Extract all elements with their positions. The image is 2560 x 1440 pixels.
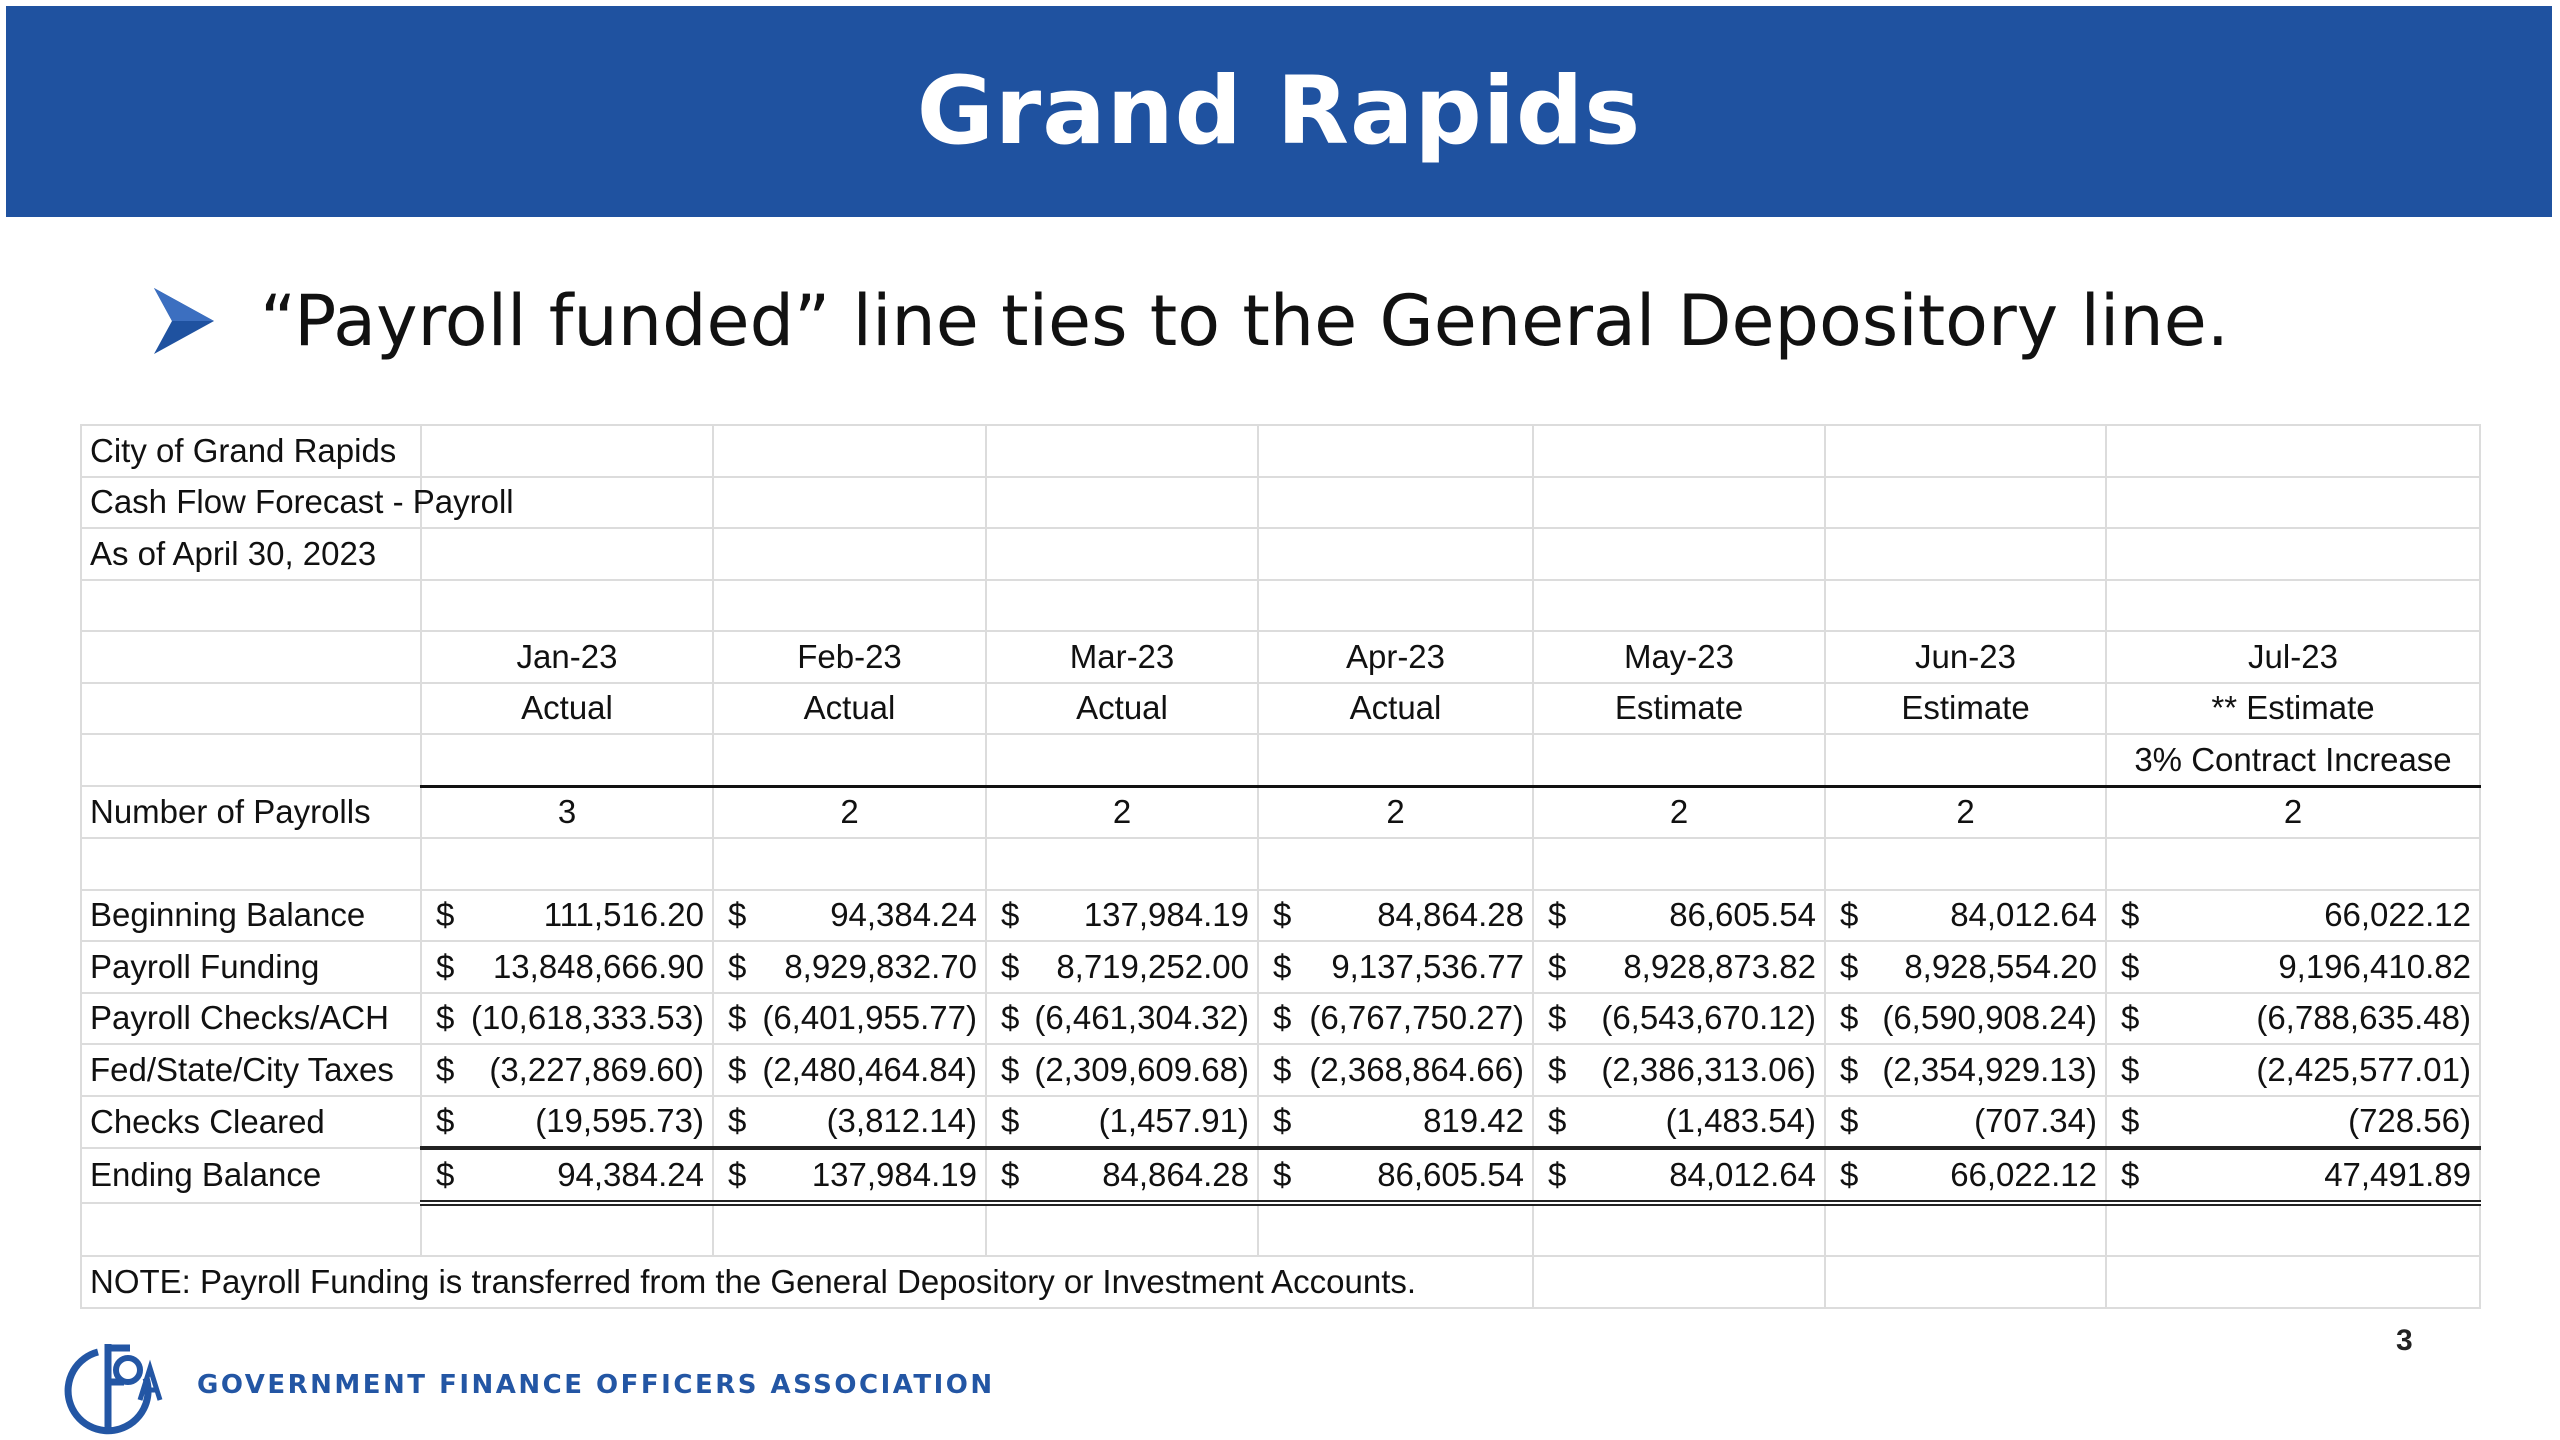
table-cell: [986, 425, 1258, 477]
money-cell: [1258, 890, 1533, 942]
title-line: Cash Flow Forecast - Payroll: [81, 477, 421, 529]
amount: (2,309,609.68): [1034, 1050, 1249, 1088]
month-header: Apr-23: [1258, 631, 1533, 683]
currency-symbol: $: [1548, 1155, 1567, 1193]
amount: 84,012.64: [1669, 1155, 1816, 1193]
table-cell: [2106, 838, 2480, 890]
table-row: [81, 993, 2480, 1045]
amount: (6,401,955.77): [762, 999, 977, 1037]
table-note: NOTE: Payroll Funding is transferred from the General Depository or Investment Accounts.: [81, 1256, 1533, 1308]
currency-symbol: $: [436, 1155, 455, 1193]
contract-increase-note: 3% Contract Increase: [2106, 734, 2480, 786]
table-cell: [713, 734, 986, 786]
amount: 9,137,536.77: [1331, 947, 1524, 985]
title-line: As of April 30, 2023: [81, 528, 421, 580]
currency-symbol: $: [1548, 1102, 1567, 1140]
currency-symbol: $: [1840, 947, 1859, 985]
table-row: [81, 1044, 2480, 1096]
money-cell: [1825, 941, 2106, 993]
money-cell: [2106, 1148, 2480, 1203]
money-cell: [986, 1148, 1258, 1203]
currency-symbol: $: [728, 947, 747, 985]
amount: (3,227,869.60): [489, 1050, 704, 1088]
money-cell: [421, 1044, 713, 1096]
table-cell: [2106, 528, 2480, 580]
money-cell: [986, 1044, 1258, 1096]
amount: 13,848,666.90: [492, 947, 704, 985]
table-cell: [1533, 477, 1825, 529]
row-label: Checks Cleared: [81, 1096, 421, 1149]
row-label: Ending Balance: [81, 1148, 421, 1203]
money-cell: [2106, 941, 2480, 993]
table-cell: [1825, 477, 2106, 529]
currency-symbol: $: [1273, 1050, 1292, 1088]
month-header: Jun-23: [1825, 631, 2106, 683]
amount: 66,022.12: [2324, 896, 2471, 934]
money-cell: [1533, 941, 1825, 993]
amount: 86,605.54: [1377, 1155, 1524, 1193]
money-cell: [421, 1096, 713, 1149]
table-cell: [81, 838, 421, 890]
table-cell: [1258, 477, 1533, 529]
amount: 8,928,873.82: [1623, 947, 1816, 985]
currency-symbol: $: [1548, 947, 1567, 985]
amount: 8,929,832.70: [784, 947, 977, 985]
money-cell: [1258, 941, 1533, 993]
type-header: Estimate: [1825, 683, 2106, 735]
money-cell: [2106, 1096, 2480, 1149]
table-cell: [1533, 528, 1825, 580]
payroll-count: 2: [713, 786, 986, 838]
currency-symbol: $: [2121, 1102, 2140, 1140]
amount: (2,386,313.06): [1601, 1050, 1816, 1088]
type-header: Actual: [1258, 683, 1533, 735]
currency-symbol: $: [1273, 947, 1292, 985]
table-cell: [1533, 580, 1825, 632]
table-row: [81, 1096, 2480, 1149]
organization-name: GOVERNMENT FINANCE OFFICERS ASSOCIATION: [197, 1370, 995, 1400]
currency-symbol: $: [1840, 1050, 1859, 1088]
money-cell: [1533, 1096, 1825, 1149]
money-cell: [1533, 993, 1825, 1045]
amount: 66,022.12: [1950, 1155, 2097, 1193]
table-cell: [1825, 528, 2106, 580]
money-cell: [1533, 1148, 1825, 1203]
currency-symbol: $: [1840, 896, 1859, 934]
amount: (707.34): [1974, 1102, 2097, 1140]
table-cell: [2106, 425, 2480, 477]
table-cell: [2106, 1256, 2480, 1308]
row-label: Fed/State/City Taxes: [81, 1044, 421, 1096]
currency-symbol: $: [436, 947, 455, 985]
payroll-count: 3: [421, 786, 713, 838]
table-cell: [421, 528, 713, 580]
currency-symbol: $: [1273, 1102, 1292, 1140]
payroll-count: 2: [986, 786, 1258, 838]
money-cell: [713, 890, 986, 942]
money-cell: [713, 993, 986, 1045]
table-cell: [713, 425, 986, 477]
month-header: Feb-23: [713, 631, 986, 683]
currency-symbol: $: [436, 999, 455, 1037]
amount: (10,618,333.53): [470, 999, 704, 1037]
currency-symbol: $: [1273, 896, 1292, 934]
amount: 84,012.64: [1950, 896, 2097, 934]
money-cell: [986, 1096, 1258, 1149]
month-header-row: [81, 631, 2480, 683]
table-cell: [1825, 425, 2106, 477]
table-row: [81, 890, 2480, 942]
currency-symbol: $: [728, 1102, 747, 1140]
currency-symbol: $: [2121, 1050, 2140, 1088]
type-header: ** Estimate: [2106, 683, 2480, 735]
table-cell: [713, 477, 986, 529]
payroll-count: 2: [2106, 786, 2480, 838]
table-cell: [1533, 838, 1825, 890]
table-cell: [986, 477, 1258, 529]
table-cell: [986, 1203, 1258, 1257]
currency-symbol: $: [728, 896, 747, 934]
currency-symbol: $: [1273, 999, 1292, 1037]
currency-symbol: $: [2121, 947, 2140, 985]
amount: (6,461,304.32): [1034, 999, 1249, 1037]
money-cell: [421, 890, 713, 942]
payroll-count: 2: [1533, 786, 1825, 838]
amount: (2,368,864.66): [1309, 1050, 1524, 1088]
amount: 94,384.24: [557, 1155, 704, 1193]
payroll-count: 2: [1258, 786, 1533, 838]
empty-row: [81, 838, 2480, 890]
money-cell: [713, 1148, 986, 1203]
currency-symbol: $: [1001, 1050, 1020, 1088]
table-cell: [2106, 580, 2480, 632]
table-cell: [986, 734, 1258, 786]
payroll-count: 2: [1825, 786, 2106, 838]
cash-flow-table: [80, 424, 2481, 1309]
title-row: [81, 425, 2480, 477]
amount: (6,788,635.48): [2256, 999, 2471, 1037]
currency-symbol: $: [1548, 999, 1567, 1037]
title-row: [81, 477, 2480, 529]
amount: (6,590,908.24): [1882, 999, 2097, 1037]
money-cell: [1533, 1044, 1825, 1096]
money-cell: [1825, 1148, 2106, 1203]
amount: 9,196,410.82: [2278, 947, 2471, 985]
amount: 84,864.28: [1102, 1155, 1249, 1193]
table-cell: [81, 1203, 421, 1257]
money-cell: [421, 941, 713, 993]
amount: (2,480,464.84): [762, 1050, 977, 1088]
note-row: [81, 1256, 2480, 1308]
currency-symbol: $: [728, 1050, 747, 1088]
table-cell: [1825, 734, 2106, 786]
table-cell: [713, 838, 986, 890]
amount: (6,767,750.27): [1309, 999, 1524, 1037]
amount: (6,543,670.12): [1601, 999, 1816, 1037]
money-cell: [986, 993, 1258, 1045]
amount: (2,354,929.13): [1882, 1050, 2097, 1088]
amount: (1,457.91): [1098, 1102, 1249, 1140]
month-header: Mar-23: [986, 631, 1258, 683]
table-cell: [1825, 1203, 2106, 1257]
table-cell: [1258, 580, 1533, 632]
table-cell: [1258, 528, 1533, 580]
currency-symbol: $: [1001, 1155, 1020, 1193]
table-cell: [81, 580, 421, 632]
money-cell: [2106, 1044, 2480, 1096]
table-cell: [1533, 1256, 1825, 1308]
money-cell: [713, 1044, 986, 1096]
money-cell: [986, 890, 1258, 942]
table-cell: [2106, 477, 2480, 529]
currency-symbol: $: [1001, 999, 1020, 1037]
money-cell: [1258, 1096, 1533, 1149]
amount: 8,719,252.00: [1056, 947, 1249, 985]
amount: 84,864.28: [1377, 896, 1524, 934]
title-banner: [6, 6, 2552, 217]
amount: 86,605.54: [1669, 896, 1816, 934]
month-header: May-23: [1533, 631, 1825, 683]
table-cell: [986, 528, 1258, 580]
currency-symbol: $: [2121, 896, 2140, 934]
money-cell: [1258, 1044, 1533, 1096]
table-cell: [421, 734, 713, 786]
money-cell: [1533, 890, 1825, 942]
table-cell: [713, 1203, 986, 1257]
currency-symbol: $: [2121, 999, 2140, 1037]
currency-symbol: $: [436, 1102, 455, 1140]
money-cell: [713, 941, 986, 993]
currency-symbol: $: [2121, 1155, 2140, 1193]
currency-symbol: $: [1840, 1155, 1859, 1193]
table-cell: [421, 838, 713, 890]
bullet-text: “Payroll funded” line ties to the General Depository line.: [260, 280, 2230, 362]
table-cell: [986, 580, 1258, 632]
table-cell: [1258, 425, 1533, 477]
amount: (3,812.14): [826, 1102, 977, 1140]
table-cell: [421, 1203, 713, 1257]
type-header: Actual: [713, 683, 986, 735]
table-cell: [1825, 1256, 2106, 1308]
table-cell: [1533, 1203, 1825, 1257]
type-header-row: [81, 683, 2480, 735]
note-header-row: [81, 734, 2480, 786]
money-cell: [2106, 993, 2480, 1045]
money-cell: [1258, 993, 1533, 1045]
arrow-bullet-icon: [152, 286, 216, 356]
money-cell: [421, 1148, 713, 1203]
amount: 8,928,554.20: [1904, 947, 2097, 985]
table-cell: [1258, 838, 1533, 890]
amount: 819.42: [1423, 1102, 1524, 1140]
money-cell: [1258, 1148, 1533, 1203]
table-cell: [2106, 1203, 2480, 1257]
table-row: [81, 1148, 2480, 1203]
currency-symbol: $: [1840, 999, 1859, 1037]
bullet-point: [152, 280, 2229, 362]
currency-symbol: $: [1840, 1102, 1859, 1140]
table-row: [81, 941, 2480, 993]
row-label: Payroll Checks/ACH: [81, 993, 421, 1045]
page-number: 3: [2396, 1324, 2413, 1357]
currency-symbol: $: [1001, 947, 1020, 985]
currency-symbol: $: [1001, 896, 1020, 934]
amount: (1,483.54): [1665, 1102, 1816, 1140]
amount: 94,384.24: [830, 896, 977, 934]
title-line: City of Grand Rapids: [81, 425, 421, 477]
amount: (19,595.73): [535, 1102, 704, 1140]
currency-symbol: $: [1273, 1155, 1292, 1193]
table-cell: [1825, 580, 2106, 632]
title-row: [81, 528, 2480, 580]
money-cell: [421, 993, 713, 1045]
row-label: Beginning Balance: [81, 890, 421, 942]
table-cell: [81, 631, 421, 683]
table-cell: [713, 580, 986, 632]
table-cell: [986, 838, 1258, 890]
empty-row: [81, 1203, 2480, 1257]
table-cell: [81, 734, 421, 786]
money-cell: [1825, 1096, 2106, 1149]
amount: (728.56): [2348, 1102, 2471, 1140]
currency-symbol: $: [436, 896, 455, 934]
amount: 47,491.89: [2324, 1155, 2471, 1193]
amount: (2,425,577.01): [2256, 1050, 2471, 1088]
money-cell: [1825, 993, 2106, 1045]
money-cell: [2106, 890, 2480, 942]
table-cell: [81, 683, 421, 735]
currency-symbol: $: [436, 1050, 455, 1088]
money-cell: [1825, 1044, 2106, 1096]
money-cell: [713, 1096, 986, 1149]
currency-symbol: $: [1001, 1102, 1020, 1140]
currency-symbol: $: [1548, 896, 1567, 934]
type-header: Estimate: [1533, 683, 1825, 735]
amount: 137,984.19: [1083, 896, 1249, 934]
amount: 111,516.20: [543, 896, 704, 934]
table-cell: [1533, 734, 1825, 786]
type-header: Actual: [421, 683, 713, 735]
type-header: Actual: [986, 683, 1258, 735]
empty-row: [81, 580, 2480, 632]
money-cell: [986, 941, 1258, 993]
month-header: Jul-23: [2106, 631, 2480, 683]
payrolls-row: [81, 786, 2480, 838]
table-cell: [421, 425, 713, 477]
amount: 137,984.19: [811, 1155, 977, 1193]
slide-title: Grand Rapids: [916, 57, 1642, 166]
gfoa-logo-icon: [58, 1338, 163, 1434]
table-cell: [1533, 425, 1825, 477]
money-cell: [1825, 890, 2106, 942]
table-cell: [421, 580, 713, 632]
table-cell: [1258, 734, 1533, 786]
table-cell: [1258, 1203, 1533, 1257]
currency-symbol: $: [1548, 1050, 1567, 1088]
table-cell: [1825, 838, 2106, 890]
currency-symbol: $: [728, 999, 747, 1037]
row-label: Number of Payrolls: [81, 786, 421, 838]
currency-symbol: $: [728, 1155, 747, 1193]
month-header: Jan-23: [421, 631, 713, 683]
table-cell: [713, 528, 986, 580]
row-label: Payroll Funding: [81, 941, 421, 993]
